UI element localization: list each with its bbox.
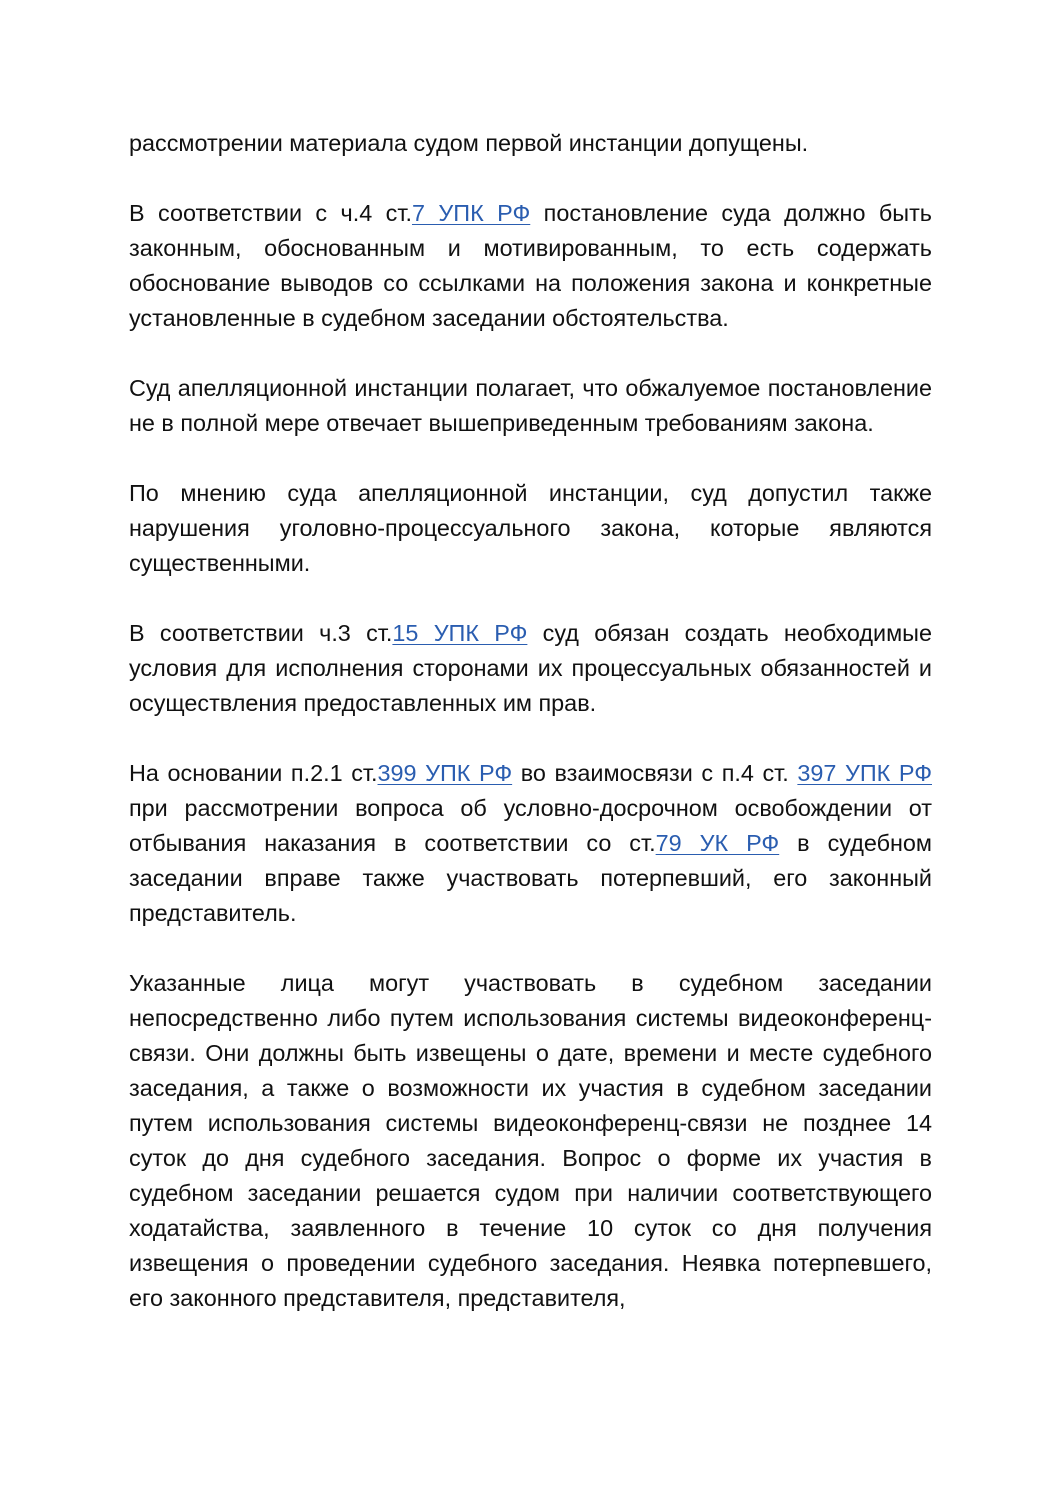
paragraph-2 <box>129 196 932 336</box>
link-uk-79[interactable]: 79 УК РФ <box>655 830 780 856</box>
link-upk-15[interactable]: 15 УПК РФ <box>392 620 528 646</box>
paragraph-6 <box>129 756 932 931</box>
paragraph-3 <box>129 371 932 441</box>
paragraph-text: постановление суда должно быть законным, обоснованным и мотивированным, то есть содержать обоснование выводов со ссылками на положения закона и конкретные установленные в судебном заседании обстоятельства. <box>129 200 932 331</box>
paragraph-text: при рассмотрении вопроса об условно-досрочном освобождении от отбывания наказания в соответствии со ст. <box>129 795 932 856</box>
paragraph-text: во взаимосвязи с п.4 ст. <box>512 760 798 786</box>
paragraph-text: В соответствии ч.3 ст. <box>129 620 393 646</box>
paragraph-1 <box>129 126 932 161</box>
paragraph-text: суд обязан создать необходимые условия для исполнения сторонами их процессуальных обязанностей и осуществления предоставленных им прав. <box>129 620 932 716</box>
paragraph-4 <box>129 476 932 581</box>
paragraph-text: рассмотрении материала судом первой инстанции допущены. <box>129 130 809 156</box>
paragraph-7 <box>129 966 932 1316</box>
paragraph-text: В соответствии с ч.4 ст. <box>129 200 412 226</box>
paragraph-text: На основании п.2.1 ст. <box>129 760 378 786</box>
paragraph-text: Указанные лица могут участвовать в судебном заседании непосредственно либо путем использования системы видеоконференц-связи. Они должны быть извещены о дате, времени и месте судебного заседания, а также о возможности их участия в судебном заседании путем использования системы видеоконференц-связи не позднее 14 суток до дня судебного заседания. Вопрос о форме их участия в судебном заседании решается судом при наличии соответствующего ходатайства, заявленного в течение 10 суток со дня получения извещения о проведении судебного заседания. Неявка потерпевшего, его законного представителя, представителя, <box>129 970 932 1311</box>
link-upk-399[interactable]: 399 УПК РФ <box>377 760 513 786</box>
paragraph-text: По мнению суда апелляционной инстанции, суд допустил также нарушения уголовно-процессуального закона, которые являются существенными. <box>129 480 932 576</box>
paragraph-text: в судебном заседании вправе также участвовать потерпевший, его законный представитель. <box>129 830 932 926</box>
paragraph-text: Суд апелляционной инстанции полагает, что обжалуемое постановление не в полной мере отвечает вышеприведенным требованиям закона. <box>129 375 932 436</box>
link-upk-397[interactable]: 397 УПК РФ <box>797 760 932 786</box>
link-upk-7[interactable]: 7 УПК РФ <box>411 200 531 226</box>
document-body <box>129 126 932 1351</box>
paragraph-5 <box>129 616 932 721</box>
